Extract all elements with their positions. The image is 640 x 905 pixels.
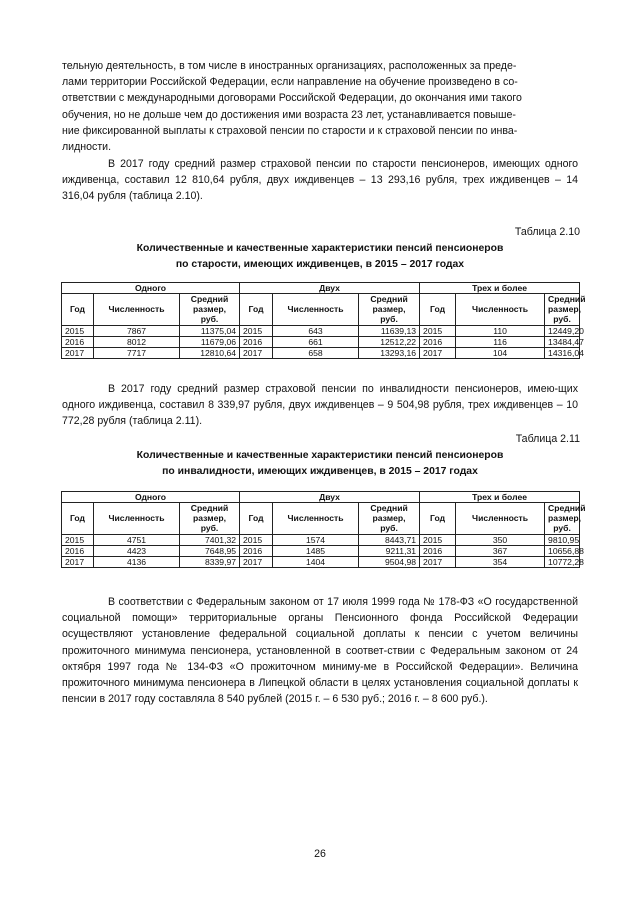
col-count: Численность bbox=[456, 503, 545, 535]
col-avg: Средний размер, руб. bbox=[359, 503, 420, 535]
disability-paragraph bbox=[62, 381, 578, 430]
cell: 2017 bbox=[62, 557, 94, 568]
intro-line: тельную деятельность, в том числе в иностранных организациях, расположенных за преде- bbox=[62, 60, 517, 72]
cell: 2015 bbox=[62, 534, 94, 545]
cell: 12449,20 bbox=[545, 325, 580, 336]
cell: 4751 bbox=[94, 534, 180, 545]
cell: 2016 bbox=[62, 336, 94, 347]
table1-old-age bbox=[61, 282, 586, 359]
group-header: Одного bbox=[62, 283, 240, 294]
table-row bbox=[62, 336, 580, 347]
table1-title-line2: по старости, имеющих иждивенцев, в 2015 – 2017 годах bbox=[175, 258, 465, 270]
cell: 2015 bbox=[240, 325, 273, 336]
group-header: Трех и более bbox=[420, 283, 580, 294]
cell: 7867 bbox=[94, 325, 180, 336]
cell: 10656,88 bbox=[545, 545, 580, 556]
intro-paragraph bbox=[62, 58, 578, 155]
col-count: Численность bbox=[94, 503, 180, 535]
intro-line: ответствии с международными договорами Российской Федерации, до окончания ими такого bbox=[62, 92, 522, 105]
col-year: Год bbox=[240, 503, 273, 535]
cell: 12810,64 bbox=[180, 348, 240, 359]
cell: 7401,32 bbox=[180, 534, 240, 545]
cell: 13293,16 bbox=[359, 348, 420, 359]
table1-title-line1: Количественные и качественные характеристики пенсий пенсионеров bbox=[136, 243, 504, 254]
intro-line: обучения, но не дольше чем до достижения ими возраста 23 лет, устанавливается повыше- bbox=[62, 108, 516, 121]
cell: 104 bbox=[456, 348, 545, 359]
cell: 4136 bbox=[94, 557, 180, 568]
disability-text: В 2017 году средний размер страховой пенсии по инвалидности пенсионеров, имею-щих одного иждивенца, составил 8 339,97 рубля, двух иждивенцев – 9 504,98 рубля, трех иждивенцев – 10 772,28 рубля (таблица 2.11). bbox=[62, 383, 578, 428]
cell: 110 bbox=[456, 325, 545, 336]
page-number: 26 bbox=[314, 848, 326, 860]
table2-title bbox=[62, 448, 578, 479]
cell: 350 bbox=[456, 534, 545, 545]
cell: 10772,28 bbox=[545, 557, 580, 568]
col-avg: Средний размер, руб. bbox=[180, 294, 240, 326]
col-avg: Средний размер, руб. bbox=[180, 503, 240, 535]
cell: 1485 bbox=[273, 545, 359, 556]
table-row bbox=[62, 534, 580, 545]
cell: 14316,04 bbox=[545, 348, 580, 359]
cell: 11639,13 bbox=[359, 325, 420, 336]
old-age-paragraph bbox=[62, 156, 578, 205]
cell: 661 bbox=[273, 336, 359, 347]
cell: 1404 bbox=[273, 557, 359, 568]
group-header: Трех и более bbox=[420, 492, 580, 503]
table2-caption: Таблица 2.11 bbox=[515, 433, 580, 445]
cell: 2016 bbox=[240, 336, 273, 347]
old-age-text: В 2017 году средний размер страховой пенсии по старости пенсионеров, имеющих одного иждивенца, составил 12 810,64 рубля, двух иждивенцев – 13 293,16 рубля, трех иждивенцев – 14 316,04 рубля (таблица 2.10). bbox=[62, 158, 578, 203]
cell: 2017 bbox=[420, 348, 456, 359]
group-header: Одного bbox=[62, 492, 240, 503]
col-year: Год bbox=[240, 294, 273, 326]
col-avg: Средний размер, руб. bbox=[545, 503, 580, 535]
cell: 7717 bbox=[94, 348, 180, 359]
intro-line: лами территории Российской Федерации, если направление на обучение произведено в со- bbox=[62, 76, 518, 89]
cell: 2017 bbox=[240, 348, 273, 359]
table1-title bbox=[62, 241, 578, 272]
col-avg: Средний размер, руб. bbox=[545, 294, 580, 326]
cell: 2017 bbox=[62, 348, 94, 359]
cell: 116 bbox=[456, 336, 545, 347]
cell: 2016 bbox=[62, 545, 94, 556]
social-text: В соответствии с Федеральным законом от 17 июля 1999 года № 178-ФЗ «О государственной социальной помощи» территориальные органы Пенсионного фонда Российской Федерации осуществляют установление федеральной социальной доплаты к пенсии с учетом величины прожиточного минимума пенсионера, установленной в соответ-ствии с Федеральным законом от 24 октября 1997 года № 134-ФЗ «О прожиточном миниму-ме в Российской Федерации». Величина прожиточного минимума пенсионера в Липецкой области в целях установления социальной доплаты к пенсии в 2017 году составляла 8 540 рублей (2015 г. – 6 530 руб.; 2016 г. – 8 600 руб.). bbox=[62, 596, 578, 706]
table-row bbox=[62, 557, 580, 568]
cell: 354 bbox=[456, 557, 545, 568]
cell: 1574 bbox=[273, 534, 359, 545]
cell: 2015 bbox=[240, 534, 273, 545]
cell: 11679,06 bbox=[180, 336, 240, 347]
cell: 12512,22 bbox=[359, 336, 420, 347]
table2-title-line1: Количественные и качественные характеристики пенсий пенсионеров bbox=[136, 450, 504, 461]
col-year: Год bbox=[62, 503, 94, 535]
table-row bbox=[62, 325, 580, 336]
col-count: Численность bbox=[273, 294, 359, 326]
cell: 367 bbox=[456, 545, 545, 556]
table1-caption: Таблица 2.10 bbox=[514, 226, 580, 238]
table-group-row bbox=[62, 492, 580, 503]
cell: 9810,95 bbox=[545, 534, 580, 545]
col-year: Год bbox=[62, 294, 94, 326]
cell: 2016 bbox=[420, 545, 456, 556]
cell: 2015 bbox=[62, 325, 94, 336]
table-header-row bbox=[62, 294, 580, 326]
intro-line: лидности. bbox=[62, 141, 112, 154]
table-header-row bbox=[62, 503, 580, 535]
cell: 2017 bbox=[420, 557, 456, 568]
table-row bbox=[62, 545, 580, 556]
cell: 9504,98 bbox=[359, 557, 420, 568]
cell: 2016 bbox=[240, 545, 273, 556]
cell: 2017 bbox=[240, 557, 273, 568]
col-year: Год bbox=[420, 294, 456, 326]
table-row bbox=[62, 348, 580, 359]
cell: 7648,95 bbox=[180, 545, 240, 556]
intro-line: ние фиксированной выплаты к страховой пенсии по старости и к страховой пенсии по инва- bbox=[62, 124, 518, 137]
cell: 13484,47 bbox=[545, 336, 580, 347]
cell: 8443,71 bbox=[359, 534, 420, 545]
group-header: Двух bbox=[240, 283, 420, 294]
cell: 11375,04 bbox=[180, 325, 240, 336]
cell: 8012 bbox=[94, 336, 180, 347]
cell: 4423 bbox=[94, 545, 180, 556]
col-year: Год bbox=[420, 503, 456, 535]
table2-title-line2: по инвалидности, имеющих иждивенцев, в 2015 – 2017 годах bbox=[162, 465, 478, 477]
cell: 658 bbox=[273, 348, 359, 359]
table-group-row bbox=[62, 283, 580, 294]
cell: 9211,31 bbox=[359, 545, 420, 556]
col-count: Численность bbox=[273, 503, 359, 535]
group-header: Двух bbox=[240, 492, 420, 503]
col-count: Численность bbox=[94, 294, 180, 326]
cell: 2016 bbox=[420, 336, 456, 347]
social-paragraph bbox=[62, 594, 578, 707]
cell: 8339,97 bbox=[180, 557, 240, 568]
col-avg: Средний размер, руб. bbox=[359, 294, 420, 326]
cell: 2015 bbox=[420, 534, 456, 545]
cell: 643 bbox=[273, 325, 359, 336]
table2-disability bbox=[61, 491, 586, 568]
col-count: Численность bbox=[456, 294, 545, 326]
cell: 2015 bbox=[420, 325, 456, 336]
